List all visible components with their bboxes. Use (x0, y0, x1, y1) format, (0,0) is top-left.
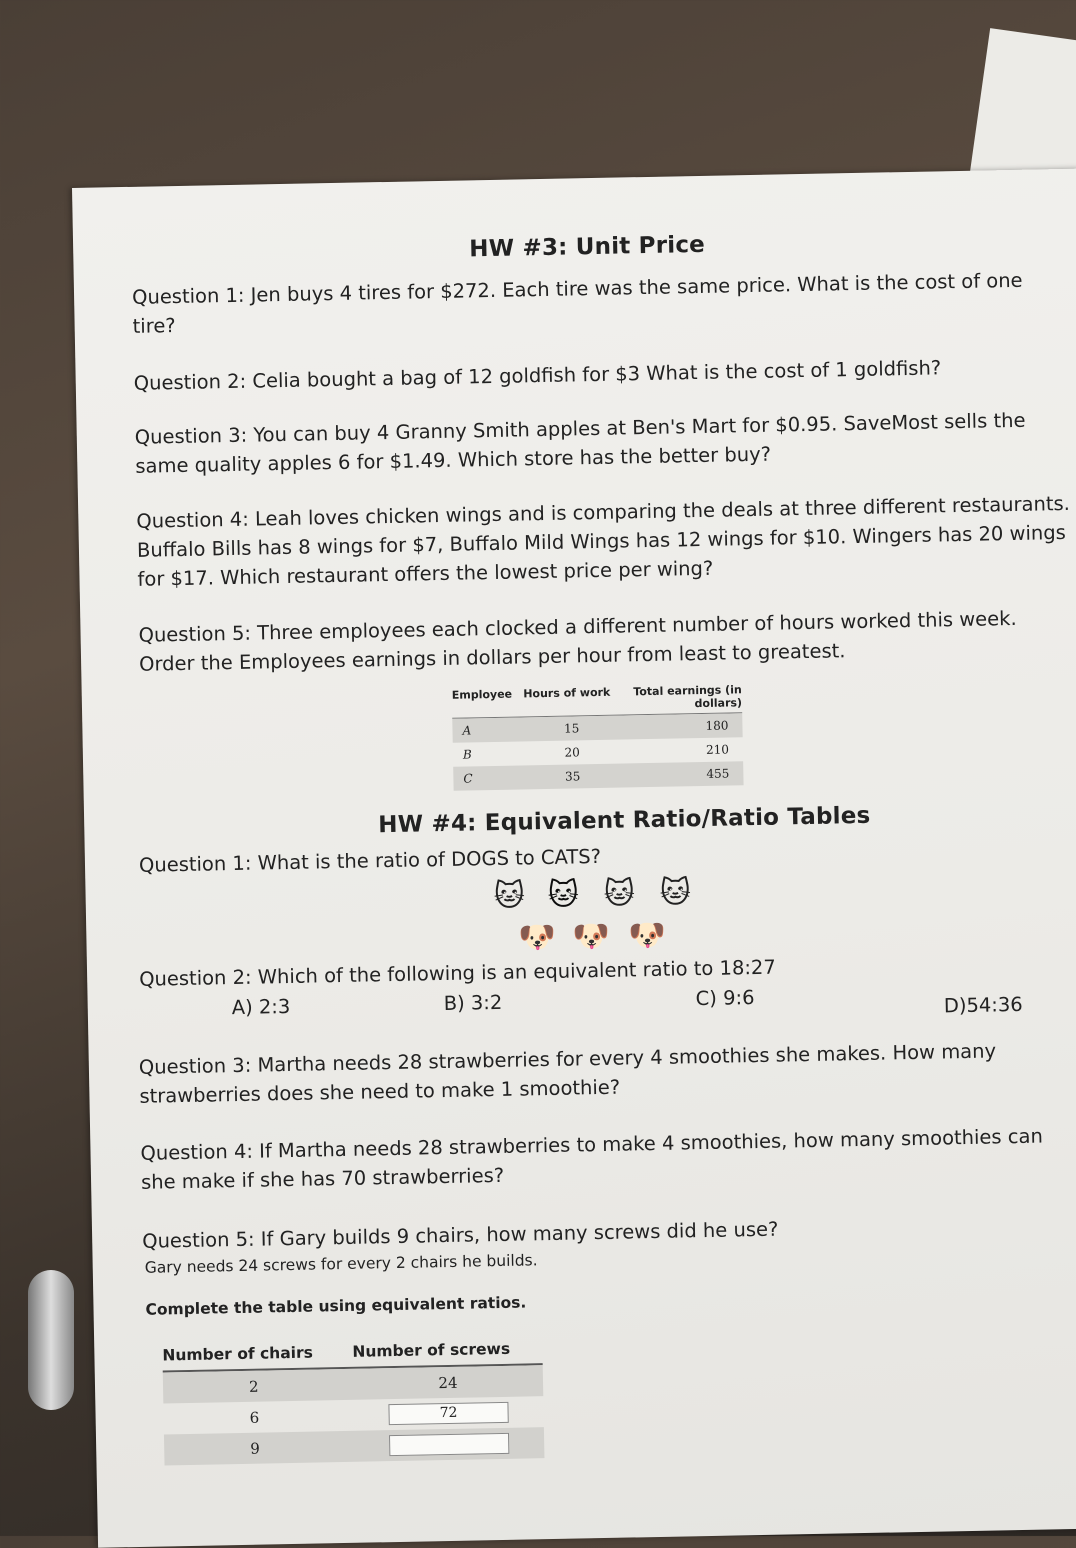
table-row (453, 761, 743, 791)
cell-earnings: 210 (705, 742, 730, 757)
hw3-question-2: Question 2: Celia bought a bag of 12 goldfish for $3 What is the cost of 1 goldfish? (133, 356, 942, 395)
header-screws: Number of screws (352, 1339, 511, 1361)
hw4-question-5: Question 5: If Gary builds 9 chairs, how many screws did he use? (142, 1217, 779, 1253)
cat-icon: 🐱 (603, 876, 636, 912)
cell-employee: C (463, 771, 473, 786)
hw4-q5-note: Gary needs 24 screws for every 2 chairs he builds. (144, 1251, 538, 1277)
dog-icon: 🐶 (572, 918, 611, 955)
hw3-question-3: Question 3: You can buy 4 Granny Smith apples at Ben's Mart for $0.95. SaveMost sells the same quality apples 6 for $1.49. Which store has the better buy? (134, 408, 1026, 478)
table-instruction: Complete the table using equivalent ratios. (145, 1293, 527, 1319)
chairs-screws-table (162, 1339, 544, 1465)
hw4-title: HW #4: Equivalent Ratio/Ratio Tables (378, 802, 871, 839)
cell-screws: 24 (438, 1373, 458, 1392)
hw4-question-2: Question 2: Which of the following is an equivalent ratio to 18:27 (138, 955, 776, 991)
cell-chairs: 2 (248, 1377, 259, 1396)
cell-chairs: 9 (250, 1439, 260, 1458)
answer-box-screws[interactable]: 72 (388, 1402, 508, 1425)
earnings-table (452, 683, 744, 791)
header-employee: Employee (451, 687, 513, 702)
cell-employee: B (462, 747, 472, 762)
answer-box-screws[interactable] (389, 1433, 509, 1456)
hw4-question-1: Question 1: What is the ratio of DOGS to CATS? (138, 844, 602, 877)
cell-earnings: 180 (705, 718, 729, 733)
choice-b: B) 3:2 (443, 990, 503, 1016)
hw3-question-5: Question 5: Three employees each clocked a different number of hours worked this week. Order the Employees earnings in dollars per hour from least to greatest. (138, 606, 1017, 676)
cat-icon: 🐱 (493, 878, 526, 915)
table-row (164, 1427, 545, 1465)
cell-hours: 35 (564, 769, 581, 784)
dog-icon: 🐶 (628, 917, 667, 954)
hw4-question-3: Question 3: Martha needs 28 strawberries for every 4 smoothies she makes. How many strawberries does she need to make 1 smoothie? (138, 1039, 997, 1108)
cat-icon: 🐱 (659, 875, 692, 911)
hw3-question-1: Question 1: Jen buys 4 tires for $272. Each tire was the same price. What is the cost of one tire? (131, 268, 1023, 338)
header-chairs: Number of chairs (162, 1343, 314, 1365)
chair-knob (28, 1270, 74, 1410)
header-earnings: Total earnings (in dollars) (633, 683, 743, 711)
header-hours: Hours of work (523, 685, 611, 701)
dog-icon: 🐶 (518, 919, 557, 956)
cell-employee: A (462, 723, 472, 738)
cell-earnings: 455 (706, 766, 730, 781)
choice-a: A) 2:3 (231, 994, 291, 1020)
choice-d: D)54:36 (943, 992, 1023, 1018)
cell-hours: 20 (564, 745, 580, 760)
hw3-title: HW #3: Unit Price (469, 231, 706, 263)
worksheet-page (72, 169, 1076, 1548)
hw4-question-4: Question 4: If Martha needs 28 strawberries to make 4 smoothies, how many smoothies can she make if she has 70 strawberries? (140, 1124, 1044, 1194)
cat-icon: 🐱 (547, 877, 580, 913)
hw3-question-4: Question 4: Leah loves chicken wings and is comparing the deals at three different restaurants. Buffalo Bills has 8 wings for $7, Buffalo Mild Wings has 12 wings for $10. Wingers has 20 wings for $17. Which restaurant offers the lowest price per wing? (136, 491, 1071, 591)
cell-chairs: 6 (249, 1408, 260, 1427)
choice-c: C) 9:6 (695, 986, 755, 1011)
cell-hours: 15 (563, 721, 580, 736)
